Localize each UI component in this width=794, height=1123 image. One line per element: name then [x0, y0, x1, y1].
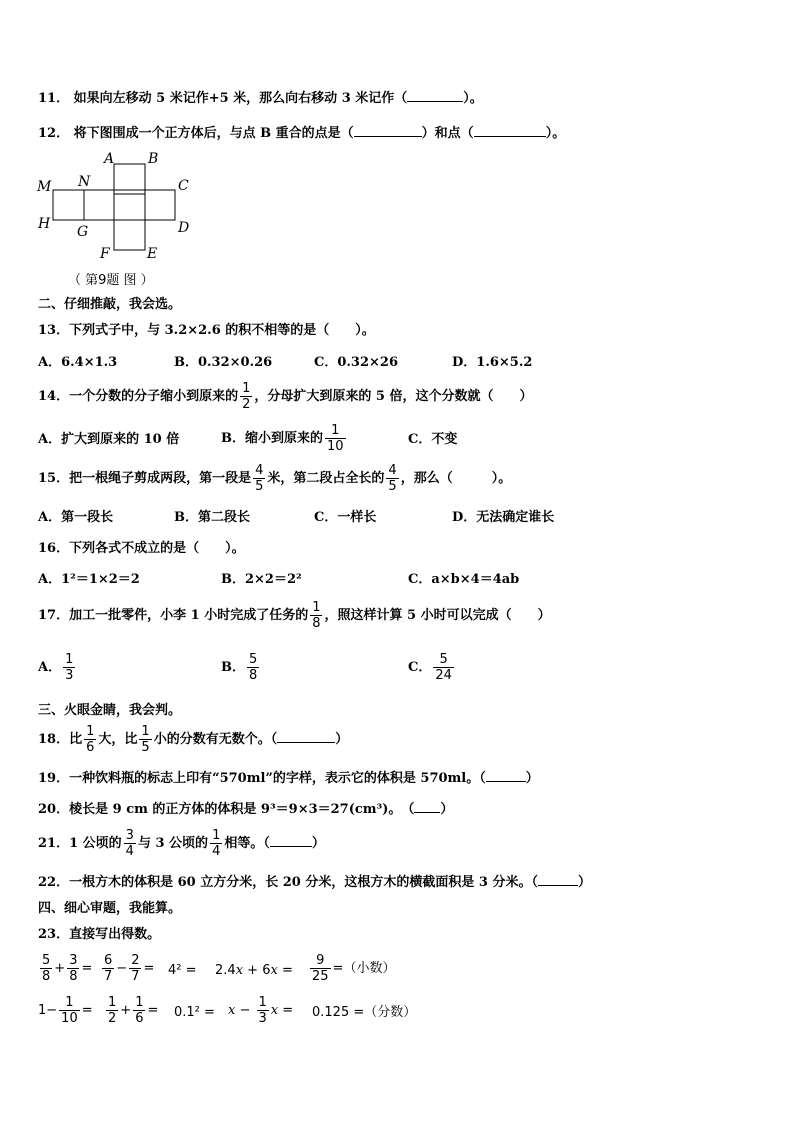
question-19: 19．一种饮料瓶的标志上印有“570ml”的字样，表示它的体积是 570ml。（ ）	[38, 771, 539, 786]
label-g: G	[77, 224, 89, 240]
fraction: $\frac{1}{8}$	[312, 600, 321, 631]
label-b: B	[148, 151, 159, 167]
option-c[interactable]: C．一样长	[314, 510, 377, 525]
q-number: 20．	[38, 802, 70, 817]
label-a: A	[104, 151, 115, 167]
section-4-heading: 四、细心审题，我能算。	[38, 901, 182, 916]
question-15: 15．把一根绳子剪成两段，第一段是 $\frac{4}{5}$ 米，第二段占全长的 $\frac{4}{5}$ ，那么（ ）。	[38, 463, 512, 494]
question-18: 18．比 $\frac{1}{6}$ 大，比 $\frac{1}{5}$ 小的分数有无数个。（ ）	[38, 724, 349, 755]
answer-blank[interactable]	[538, 873, 578, 886]
answer-blank[interactable]	[486, 769, 526, 782]
question-21: 21．1 公顷的 $\frac{3}{4}$ 与 3 公顷的 $\frac{1}{4}$ 相等。（ ）	[38, 828, 325, 859]
q-text: 将下图围成一个正方体后，与点 B 重合的点是（	[73, 126, 354, 141]
fraction: $\frac{5}{24}$	[435, 652, 452, 683]
q-number: 13．	[38, 323, 70, 338]
answer-blank[interactable]	[474, 124, 546, 137]
option-b[interactable]: B．缩小到原来的 $\frac{1}{10}$	[221, 423, 344, 454]
calc-item: 1− $\frac{1}{10}$ =	[38, 995, 93, 1026]
fraction: $\frac{1}{2}$	[242, 381, 251, 412]
option-b[interactable]: B．2×2＝2²	[221, 572, 302, 587]
calc-item: $\frac{5}{8}$ + $\frac{3}{8}$ =	[42, 953, 93, 984]
option-c[interactable]: C． $\frac{5}{24}$	[408, 652, 452, 683]
calc-item: 0.125 =（分数）	[312, 1005, 417, 1020]
q-number: 17．	[38, 608, 70, 623]
question-12: 12． 将下图围成一个正方体后，与点 B 重合的点是（ ）和点（ ）。	[38, 126, 566, 141]
answer-blank[interactable]	[270, 834, 312, 847]
option-b[interactable]: B． $\frac{5}{8}$	[221, 652, 258, 683]
option-c[interactable]: C．不变	[408, 432, 458, 447]
fraction: $\frac{3}{4}$	[125, 828, 134, 859]
calc-item: x − $\frac{1}{3}$ x =	[228, 995, 294, 1026]
calc-item: 0.1² =	[174, 1005, 215, 1020]
option-a[interactable]: A． $\frac{1}{3}$	[38, 652, 74, 683]
question-22: 22．一根方木的体积是 60 立方分米，长 20 分米，这根方木的横截面积是 3 分米。（ ）	[38, 875, 591, 890]
figure-caption: （ 第9题 图 ）	[68, 273, 154, 288]
calc-item: $\frac{1}{2}$ + $\frac{1}{6}$ =	[108, 995, 159, 1026]
question-16: 16．下列各式不成立的是（ ）。	[38, 541, 245, 556]
fraction: $\frac{4}{5}$	[388, 463, 397, 494]
option-a[interactable]: A．扩大到原来的 10 倍	[38, 432, 180, 447]
calc-item: $\frac{9}{25}$ =（小数）	[312, 953, 396, 984]
q-number: 18．	[38, 732, 70, 747]
calc-item: 2.4x + 6x =	[215, 963, 293, 978]
q-number: 12．	[38, 126, 70, 141]
label-c: C	[178, 178, 189, 194]
fraction: $\frac{1}{6}$	[86, 724, 95, 755]
q-text: 下列式子中，与 3.2×2.6 的积不相等的是（ ）。	[69, 323, 375, 338]
label-m: M	[37, 179, 52, 195]
label-h: H	[38, 216, 51, 232]
option-d[interactable]: D．1.6×5.2	[452, 355, 533, 370]
question-23: 23．直接写出得数。	[38, 927, 161, 942]
question-17: 17．加工一批零件，小李 1 小时完成了任务的 $\frac{1}{8}$ ，照这样计算 5 小时可以完成（ ）	[38, 600, 551, 631]
question-14: 14．一个分数的分子缩小到原来的 $\frac{1}{2}$ ，分母扩大到原来的 5 倍，这个分数就（ ）	[38, 381, 533, 412]
label-d: D	[178, 220, 190, 236]
fraction: $\frac{1}{4}$	[212, 828, 221, 859]
fraction: $\frac{1}{5}$	[141, 724, 150, 755]
fraction: $\frac{1}{10}$	[327, 423, 344, 454]
q-number: 19．	[38, 771, 70, 786]
option-c[interactable]: C．a×b×4＝4ab	[408, 572, 520, 587]
section-2-heading: 二、仔细推敲，我会选。	[38, 297, 182, 312]
label-f: F	[100, 246, 110, 262]
label-e: E	[147, 246, 158, 262]
q-number: 14．	[38, 389, 70, 404]
fraction: $\frac{1}{3}$	[65, 652, 74, 683]
option-b[interactable]: B．0.32×0.26	[174, 355, 273, 370]
q-text: 如果向左移动 5 米记作+5 米，那么向右移动 3 米记作（	[73, 91, 408, 106]
answer-blank[interactable]	[407, 89, 463, 102]
q-number: 15．	[38, 471, 70, 486]
question-13	[38, 322, 375, 340]
q-number: 16．	[38, 541, 70, 556]
calc-item: $\frac{6}{7}$ − $\frac{2}{7}$ =	[104, 953, 155, 984]
option-b[interactable]: B．第二段长	[174, 510, 250, 525]
option-a[interactable]: A．1²＝1×2＝2	[38, 572, 140, 587]
option-a[interactable]: A．第一段长	[38, 510, 114, 525]
answer-blank[interactable]	[354, 124, 422, 137]
fraction: $\frac{5}{8}$	[249, 652, 258, 683]
option-d[interactable]: D．无法确定谁长	[452, 510, 555, 525]
q-number: 23．	[38, 927, 70, 942]
answer-blank[interactable]	[414, 800, 440, 813]
fraction: $\frac{4}{5}$	[255, 463, 264, 494]
answer-blank[interactable]	[277, 730, 335, 743]
option-c[interactable]: C．0.32×26	[314, 355, 398, 370]
q-number: 11．	[38, 91, 70, 106]
calc-item: 4² =	[168, 963, 197, 978]
question-20: 20．棱长是 9 cm 的正方体的体积是 9³＝9×3＝27(cm³)。 （ ）	[38, 802, 454, 817]
q-number: 22．	[38, 875, 70, 890]
label-n: N	[78, 174, 91, 190]
cube-net-figure	[30, 148, 205, 266]
q-number: 21．	[38, 836, 70, 851]
section-3-heading: 三、火眼金睛，我会判。	[38, 703, 182, 718]
question-11: 11． 如果向左移动 5 米记作+5 米，那么向右移动 3 米记作（ ）。	[38, 91, 483, 106]
option-a[interactable]: A．6.4×1.3	[38, 355, 118, 370]
